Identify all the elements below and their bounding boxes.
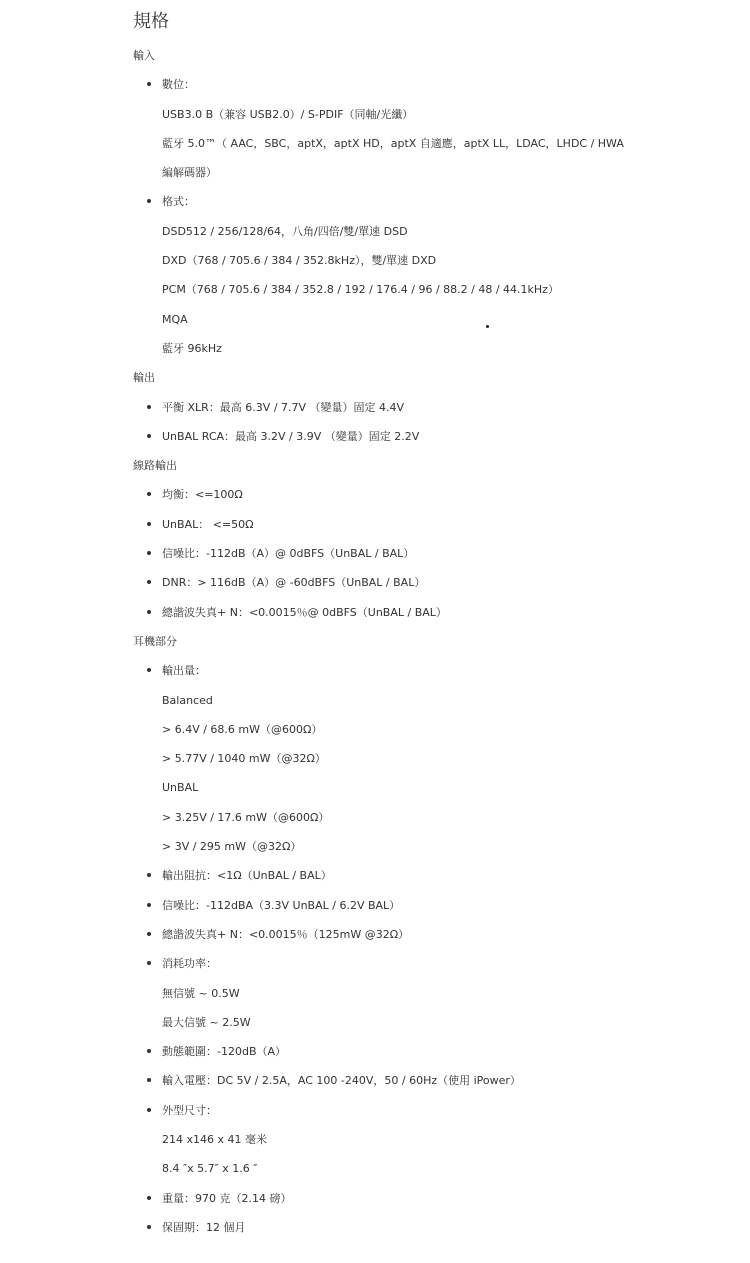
spec-item-line <box>133 1213 733 1242</box>
bullet-icon <box>147 82 151 86</box>
spec-item-label: 重量：970 克（2.14 磅） <box>162 1191 292 1205</box>
spec-item-label: 輸入電壓：DC 5V / 2.5A，AC 100 -240V，50 / 60Hz（使用 iPower） <box>162 1074 521 1088</box>
bullet-icon <box>147 1078 151 1082</box>
spec-item-label: 輸出阻抗：<1Ω（UnBAL / BAL） <box>162 869 332 883</box>
spec-sub-line: Balanced <box>162 693 213 707</box>
spec-sections <box>133 41 733 1242</box>
spec-sub-line: 最大信號 ~ 2.5W <box>162 1015 251 1029</box>
spec-list <box>133 656 733 1242</box>
spec-item-line <box>133 598 733 627</box>
spec-item-line <box>133 1184 733 1213</box>
spec-sub-line: 編解碼器） <box>162 166 217 180</box>
spec-item-label: DNR：> 116dB（A）@ -60dBFS（UnBAL / BAL） <box>162 576 426 590</box>
spec-item <box>133 1184 733 1213</box>
spec-item <box>133 891 733 920</box>
spec-item-line <box>133 422 733 451</box>
bullet-icon <box>147 551 151 555</box>
bullet-icon <box>147 668 151 672</box>
spec-item <box>133 920 733 949</box>
spec-item <box>133 422 733 451</box>
spec-item-label: 格式： <box>162 195 195 209</box>
spec-item-label: 總諧波失真+ N：<0.0015％（125mW @32Ω） <box>162 927 410 941</box>
spec-item <box>133 539 733 568</box>
bullet-icon <box>147 434 151 438</box>
bullet-icon <box>147 1196 151 1200</box>
section-heading: 耳機部分 <box>133 634 177 648</box>
spec-item <box>133 861 733 890</box>
spec-item <box>133 393 733 422</box>
section-heading: 輸入 <box>133 49 155 62</box>
spec-item-label: UnBAL RCA：最高 3.2V / 3.9V （變量）固定 2.2V <box>162 429 420 443</box>
bullet-icon <box>147 522 151 526</box>
bullet-icon <box>147 1049 151 1053</box>
bullet-icon <box>147 580 151 584</box>
spec-item-line <box>133 861 733 890</box>
spec-item <box>133 1066 733 1095</box>
bullet-icon <box>147 405 151 409</box>
spec-item-line <box>133 187 733 216</box>
spec-item <box>133 568 733 597</box>
spec-sub-line: > 6.4V / 68.6 mW（@600Ω） <box>162 722 323 736</box>
spec-item-label: 數位： <box>162 78 195 92</box>
spec-sub-line: DXD（768 / 705.6 / 384 / 352.8kHz），雙/單速 DXD <box>162 254 437 268</box>
spec-item-label: 保固期：12 個月 <box>162 1220 246 1234</box>
spec-sub-line: 8.4 ″x 5.7″ x 1.6 ″ <box>162 1162 258 1176</box>
spec-sub-line: DSD512 / 256/128/64，八角/四倍/雙/單速 DSD <box>162 224 408 238</box>
spec-item-line <box>133 480 733 509</box>
spec-sub-line: 無信號 ~ 0.5W <box>162 986 240 1000</box>
bullet-icon <box>147 492 151 496</box>
spec-item-line <box>133 510 733 539</box>
spec-item <box>133 949 733 1037</box>
spec-item-label: 動態範圍：-120dB（A） <box>162 1045 287 1059</box>
spec-item-label: UnBAL： <=50Ω <box>162 517 254 531</box>
spec-item <box>133 1096 733 1184</box>
spec-item-line <box>133 891 733 920</box>
spec-item-label: 外型尺寸： <box>162 1103 217 1117</box>
spec-sub-line: > 3.25V / 17.6 mW（@600Ω） <box>162 810 330 824</box>
spec-item <box>133 598 733 627</box>
spec-document <box>133 9 733 1242</box>
bullet-icon <box>147 1108 151 1112</box>
spec-item-line <box>133 949 733 978</box>
section-heading: 輸出 <box>133 371 155 385</box>
spec-sub-line: > 3V / 295 mW（@32Ω） <box>162 840 302 854</box>
bullet-icon <box>147 903 151 907</box>
spec-item <box>133 510 733 539</box>
spec-sub-line: 藍牙 5.0™（ AAC，SBC，aptX，aptX HD，aptX 自適應，aptX LL，LDAC，LHDC / HWA <box>162 136 624 150</box>
page-title: 規格 <box>133 11 169 32</box>
section-heading: 線路輸出 <box>133 459 177 473</box>
spec-item-line <box>133 1037 733 1066</box>
stray-dot <box>486 325 489 328</box>
spec-item-label: 均衡：<=100Ω <box>162 488 243 502</box>
spec-item-label: 平衡 XLR：最高 6.3V / 7.7V （變量）固定 4.4V <box>162 400 405 414</box>
spec-item-label: 輸出量： <box>162 664 206 678</box>
spec-item <box>133 70 733 187</box>
bullet-icon <box>147 873 151 877</box>
spec-item-label: 總諧波失真+ N：<0.0015％@ 0dBFS（UnBAL / BAL） <box>162 605 447 619</box>
spec-item <box>133 480 733 509</box>
spec-list <box>133 393 733 452</box>
spec-item-label: 信噪比：-112dBA（3.3V UnBAL / 6.2V BAL） <box>162 898 401 912</box>
spec-item-line <box>133 393 733 422</box>
spec-item-label: 消耗功率： <box>162 957 217 971</box>
spec-sub-line: MQA <box>162 312 188 326</box>
spec-item <box>133 187 733 363</box>
spec-sub-line: > 5.77V / 1040 mW（@32Ω） <box>162 752 326 766</box>
spec-list <box>133 70 733 363</box>
spec-item <box>133 1213 733 1242</box>
bullet-icon <box>147 199 151 203</box>
spec-sub-line: 214 x146 x 41 毫米 <box>162 1132 267 1146</box>
spec-item-line <box>133 568 733 597</box>
spec-item-line <box>133 920 733 949</box>
spec-sub-line: 藍牙 96kHz <box>162 341 222 355</box>
bullet-icon <box>147 610 151 614</box>
spec-item-line <box>133 70 733 99</box>
spec-list <box>133 480 733 626</box>
spec-item-line <box>133 1096 733 1125</box>
bullet-icon <box>147 932 151 936</box>
spec-item <box>133 1037 733 1066</box>
bullet-icon <box>147 961 151 965</box>
spec-item-line <box>133 1066 733 1095</box>
spec-sub-line: PCM（768 / 705.6 / 384 / 352.8 / 192 / 176.4 / 96 / 88.2 / 48 / 44.1kHz） <box>162 283 559 297</box>
bullet-icon <box>147 1225 151 1229</box>
spec-item <box>133 656 733 861</box>
spec-item-line <box>133 539 733 568</box>
spec-sub-line: USB3.0 B（兼容 USB2.0）/ S-PDIF（同軸/光纖） <box>162 107 414 121</box>
spec-item-line <box>133 656 733 685</box>
spec-item-label: 信噪比：-112dB（A）@ 0dBFS（UnBAL / BAL） <box>162 547 415 561</box>
spec-sub-line: UnBAL <box>162 781 199 795</box>
